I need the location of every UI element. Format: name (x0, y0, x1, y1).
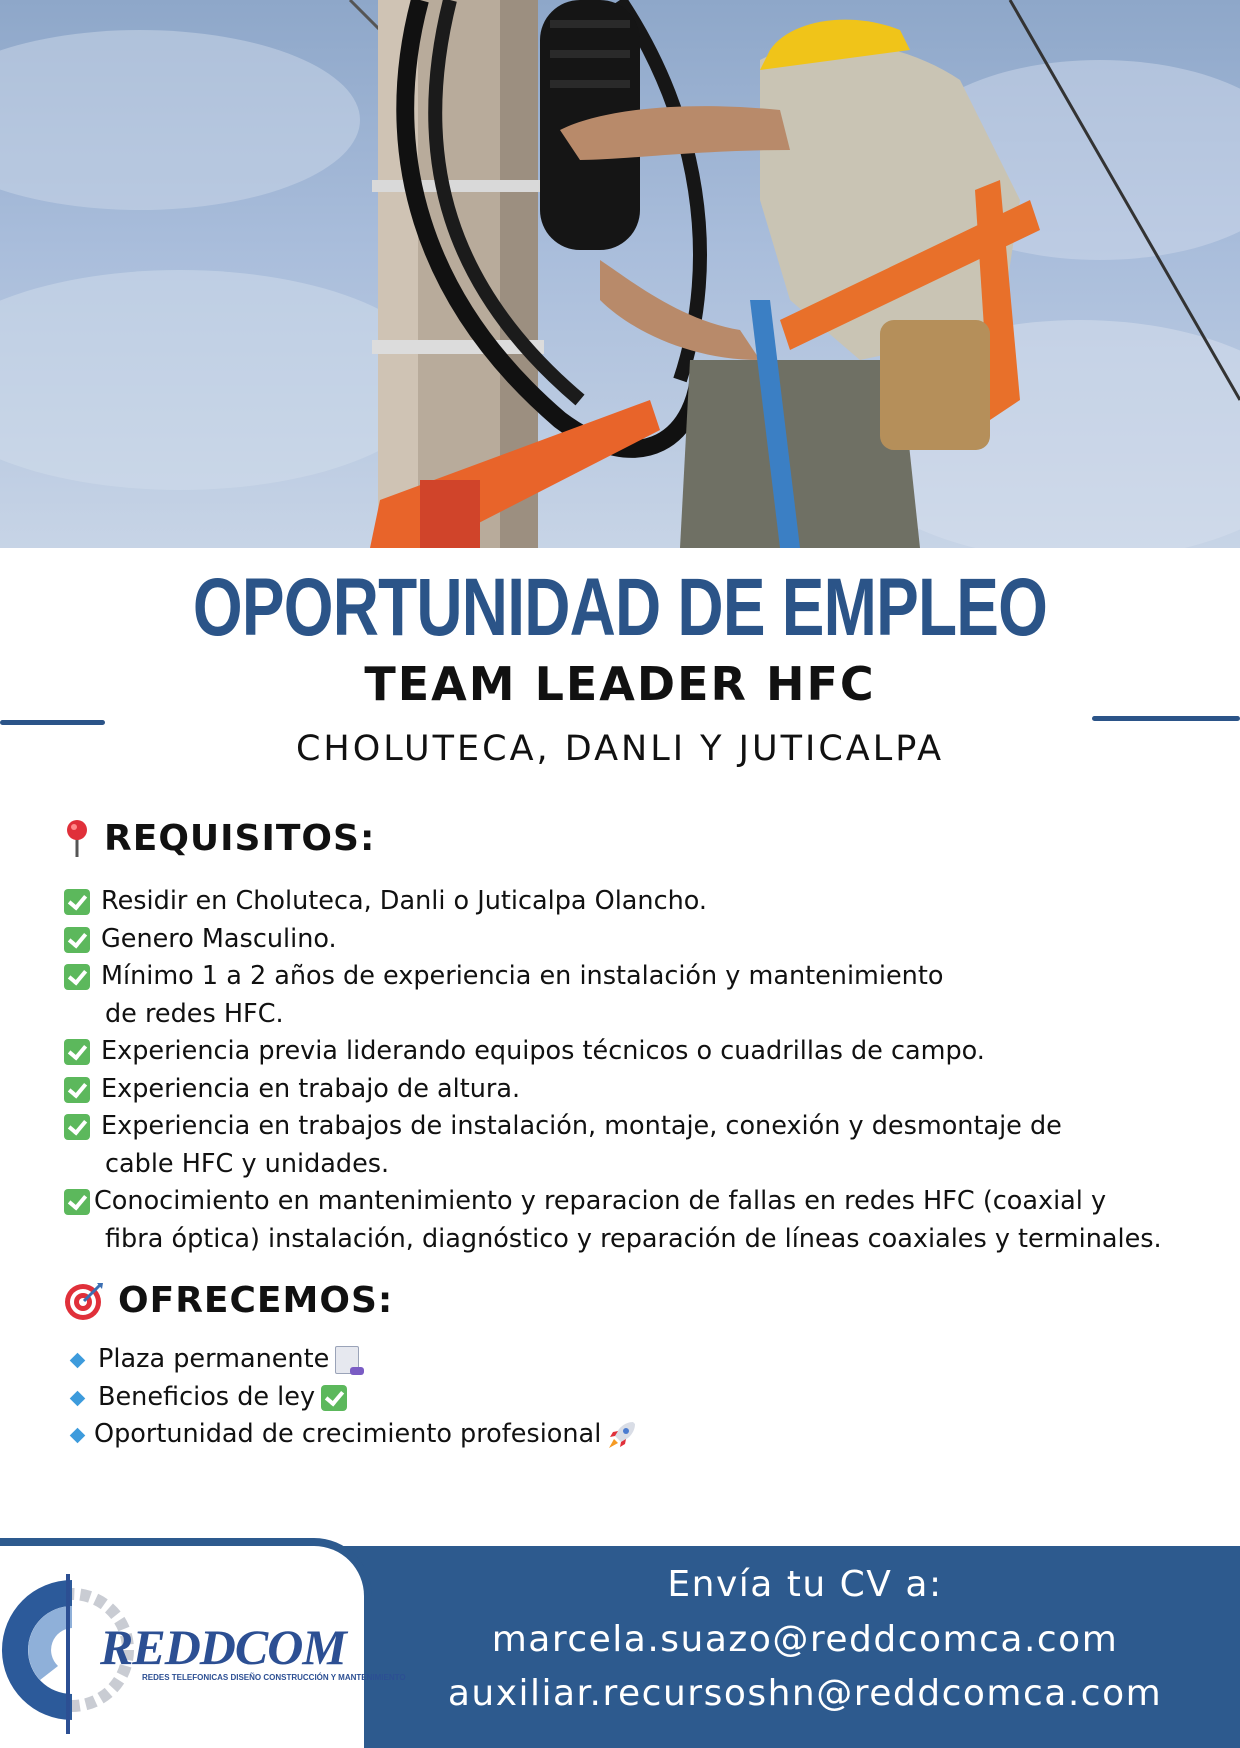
blue-diamond-bullet-icon (70, 1428, 86, 1444)
round-pushpin-icon (64, 819, 90, 859)
page-title: OPORTUNIDAD DE EMPLEO (192, 562, 1048, 653)
job-locations: CHOLUTECA, DANLI Y JUTICALPA (295, 729, 945, 769)
requirement-item (64, 1071, 1214, 1109)
requirements-list (64, 883, 1214, 1258)
requirement-text: Residir en Choluteca, Danli o Juticalpa Olancho. (101, 886, 708, 916)
cv-call-to-action: Envía tu CV a: (667, 1564, 943, 1605)
requirements-heading-label: REQUISITOS: (104, 818, 376, 859)
document-icon (335, 1346, 359, 1374)
company-logo-tagline: REDES TELEFONICAS DISEÑO CONSTRUCCIÓN Y MANTENIMIENTO (142, 1673, 406, 1682)
requirement-text: Genero Masculino. (101, 923, 337, 954)
requirement-text: Experiencia en trabajos de instalación, montaje, conexión y desmontaje de (101, 1111, 1062, 1141)
check-mark-icon (64, 1077, 90, 1103)
contact-email-2[interactable]: auxiliar.recursoshn@reddcomca.com (447, 1673, 1163, 1714)
offer-text: Oportunidad de crecimiento profesional (94, 1419, 602, 1449)
hero-photo-lineman (0, 0, 1240, 548)
offer-item (64, 1416, 1214, 1454)
check-mark-icon (64, 927, 90, 953)
check-mark-icon (64, 1114, 90, 1140)
blue-diamond-bullet-icon (70, 1390, 86, 1406)
check-mark-icon (64, 1039, 90, 1065)
offers-list (64, 1341, 1214, 1454)
requirement-item (64, 1033, 1214, 1071)
offer-text: Plaza permanente (98, 1344, 330, 1374)
offer-text: Beneficios de ley (98, 1381, 316, 1412)
requirements-heading (64, 818, 375, 859)
check-mark-icon (64, 1189, 90, 1215)
check-mark-icon (64, 889, 90, 915)
offers-heading-label: OFRECEMOS: (118, 1280, 394, 1321)
company-logo-name: REDDCOM (100, 1619, 346, 1675)
offer-item (64, 1341, 1214, 1379)
rocket-icon (607, 1420, 637, 1450)
requirement-text: Conocimiento en mantenimiento y reparacion de fallas en redes HFC (coaxial y (94, 1186, 1107, 1216)
contact-email-1[interactable]: marcela.suazo@reddcomca.com (491, 1619, 1119, 1660)
requirement-text-continued: cable HFC y unidades. (105, 1148, 390, 1179)
blue-diamond-bullet-icon (70, 1353, 86, 1369)
check-mark-icon (64, 964, 90, 990)
offers-heading (64, 1280, 393, 1321)
direct-hit-target-icon (64, 1281, 104, 1321)
check-mark-icon (321, 1385, 347, 1411)
offer-item (64, 1379, 1214, 1417)
divider-right (1092, 716, 1240, 721)
requirement-text: Experiencia en trabajo de altura. (101, 1073, 521, 1104)
requirement-item (64, 921, 1214, 959)
requirement-item (64, 1108, 1214, 1183)
requirement-item (64, 1183, 1214, 1258)
requirement-text: Experiencia previa liderando equipos técnicos o cuadrillas de campo. (101, 1036, 985, 1066)
requirement-text-continued: de redes HFC. (105, 998, 284, 1029)
requirement-text: Mínimo 1 a 2 años de experiencia en instalación y mantenimiento (101, 961, 944, 991)
job-role-title: TEAM LEADER HFC (364, 657, 876, 711)
requirement-text-continued: fibra óptica) instalación, diagnóstico y reparación de líneas coaxiales y terminales. (105, 1223, 1162, 1254)
requirement-item (64, 883, 1214, 921)
hero-illustration (0, 0, 1240, 548)
requirement-item (64, 958, 1214, 1033)
